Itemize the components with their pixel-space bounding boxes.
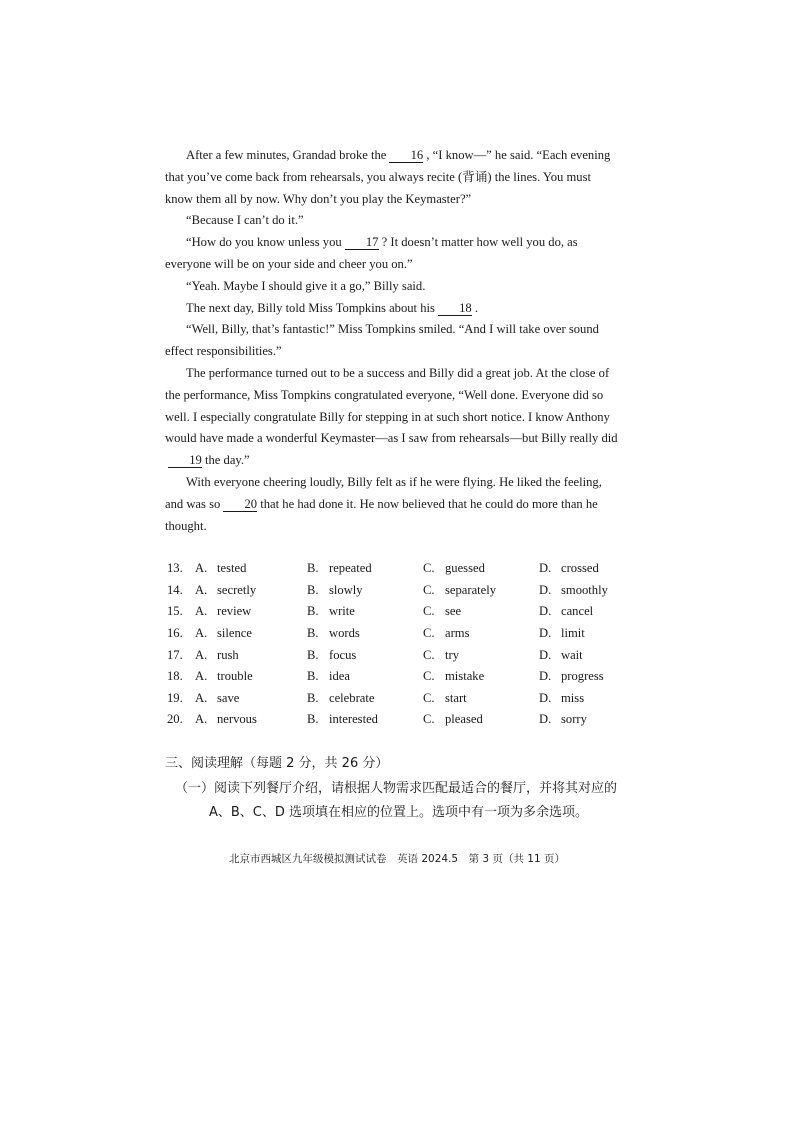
paragraph-3 xyxy=(165,232,620,276)
option-d[interactable] xyxy=(539,583,635,598)
text: “How do you know unless you xyxy=(186,235,342,250)
blank-17[interactable]: 17 xyxy=(345,235,379,250)
option-letter: A. xyxy=(195,647,208,662)
option-letter: B. xyxy=(307,582,319,597)
option-word: guessed xyxy=(445,561,485,576)
option-letter: B. xyxy=(307,561,319,576)
option-letter: C. xyxy=(423,669,435,684)
option-word: save xyxy=(217,690,240,705)
option-word: repeated xyxy=(329,561,372,576)
blank-16[interactable]: 16 xyxy=(389,148,423,163)
option-a[interactable] xyxy=(195,648,307,663)
option-row xyxy=(167,601,637,623)
option-word: nervous xyxy=(217,712,257,727)
question-number: 15. xyxy=(167,604,183,619)
option-letter: A. xyxy=(195,690,208,705)
option-word: sorry xyxy=(561,712,587,727)
option-word: start xyxy=(445,690,467,705)
option-c[interactable] xyxy=(423,561,539,576)
blank-18[interactable]: 18 xyxy=(438,301,472,316)
option-row xyxy=(167,580,637,602)
option-row xyxy=(167,644,637,666)
paragraph-6: “Well, Billy, that’s fantastic!” Miss Tompkins smiled. “And I will take over sound effect responsibilities.” xyxy=(165,322,599,359)
option-letter: C. xyxy=(423,582,435,597)
option-word: separately xyxy=(445,582,497,597)
option-letter: B. xyxy=(307,690,319,705)
option-b[interactable] xyxy=(307,604,423,619)
option-b[interactable] xyxy=(307,691,423,706)
option-c[interactable] xyxy=(423,712,539,727)
option-letter: A. xyxy=(195,561,208,576)
option-row xyxy=(167,666,637,688)
option-word: crossed xyxy=(561,561,599,576)
option-word: rush xyxy=(217,647,239,662)
option-letter: C. xyxy=(423,626,435,641)
option-word: try xyxy=(445,647,459,662)
option-letter: A. xyxy=(195,626,208,641)
option-letter: D. xyxy=(539,561,552,576)
option-letter: A. xyxy=(195,582,208,597)
option-b[interactable] xyxy=(307,712,423,727)
option-word: pleased xyxy=(445,712,483,727)
option-d[interactable] xyxy=(539,604,635,619)
option-d[interactable] xyxy=(539,648,635,663)
blank-20[interactable]: 20 xyxy=(223,497,257,512)
option-word: mistake xyxy=(445,669,485,684)
option-word: slowly xyxy=(329,582,363,597)
text: ? It doesn’t matter how well you do, as everyone will be on your side and cheer you on.” xyxy=(165,235,578,271)
option-word: trouble xyxy=(217,669,253,684)
option-letter: A. xyxy=(195,669,208,684)
option-letter: B. xyxy=(307,712,319,727)
option-d[interactable] xyxy=(539,691,635,706)
option-letter: B. xyxy=(307,647,319,662)
option-a[interactable] xyxy=(195,604,307,619)
option-letter: C. xyxy=(423,604,435,619)
question-number: 19. xyxy=(167,690,183,705)
option-word: interested xyxy=(329,712,378,727)
paragraph-5 xyxy=(165,298,620,320)
option-word: focus xyxy=(329,647,357,662)
option-word: limit xyxy=(561,626,585,641)
option-word: wait xyxy=(561,647,583,662)
option-letter: C. xyxy=(423,690,435,705)
option-letter: D. xyxy=(539,626,552,641)
option-a[interactable] xyxy=(195,626,307,641)
option-letter: D. xyxy=(539,647,552,662)
option-word: celebrate xyxy=(329,690,375,705)
reading-section xyxy=(165,752,635,825)
option-row xyxy=(167,709,637,731)
option-letter: A. xyxy=(195,604,208,619)
question-number: 20. xyxy=(167,712,183,727)
paragraph-7 xyxy=(165,363,620,472)
blank-19[interactable]: 19 xyxy=(168,453,202,468)
option-d[interactable] xyxy=(539,561,635,576)
question-number: 18. xyxy=(167,669,183,684)
option-word: see xyxy=(445,604,462,619)
option-a[interactable] xyxy=(195,712,307,727)
question-number: 16. xyxy=(167,626,183,641)
option-letter: A. xyxy=(195,712,208,727)
text: With everyone cheering loudly, Billy felt as if he were flying. He liked the feeling, and was so xyxy=(165,474,602,511)
option-a[interactable] xyxy=(195,669,307,684)
option-letter: C. xyxy=(423,561,435,576)
option-word: silence xyxy=(217,626,252,641)
option-row xyxy=(167,623,637,645)
option-letter: C. xyxy=(423,712,435,727)
option-word: write xyxy=(329,604,355,619)
question-number: 14. xyxy=(167,582,183,597)
option-letter: D. xyxy=(539,582,552,597)
text: the day.” xyxy=(205,453,250,468)
cloze-passage xyxy=(165,145,620,537)
option-word: progress xyxy=(561,669,604,684)
option-letter: D. xyxy=(539,604,552,619)
paragraph-2: “Because I can’t do it.” xyxy=(186,213,304,228)
paragraph-1 xyxy=(165,145,620,210)
section-instruction: （一）阅读下列餐厅介绍，请根据人物需求匹配最适合的餐厅，并将其对应的 A、B、C、D 选项填在相应的位置上。选项中有一项为多余选项。 xyxy=(175,781,618,820)
paragraph-8 xyxy=(165,472,620,537)
option-d[interactable] xyxy=(539,626,635,641)
option-d[interactable] xyxy=(539,712,635,727)
option-b[interactable] xyxy=(307,648,423,663)
option-c[interactable] xyxy=(423,648,539,663)
option-row xyxy=(167,558,637,580)
text: After a few minutes, Grandad broke the xyxy=(186,148,387,162)
option-c[interactable] xyxy=(423,691,539,706)
question-number: 17. xyxy=(167,647,183,662)
option-b[interactable] xyxy=(307,561,423,576)
option-b[interactable] xyxy=(307,583,423,598)
option-letter: C. xyxy=(423,647,435,662)
option-word: smoothly xyxy=(561,582,608,597)
option-b[interactable] xyxy=(307,626,423,641)
option-word: arms xyxy=(445,626,470,641)
option-d[interactable] xyxy=(539,669,635,684)
option-letter: D. xyxy=(539,712,552,727)
answer-options xyxy=(167,558,637,731)
option-a[interactable] xyxy=(195,691,307,706)
option-a[interactable] xyxy=(195,583,307,598)
option-b[interactable] xyxy=(307,669,423,684)
option-letter: B. xyxy=(307,626,319,641)
option-word: cancel xyxy=(561,604,594,619)
option-word: miss xyxy=(561,690,585,705)
option-c[interactable] xyxy=(423,583,539,598)
page-footer: 北京市西城区九年级模拟测试试卷 英语 2024.5 第 3 页（共 11 页） xyxy=(229,853,565,865)
option-row xyxy=(167,688,637,710)
option-c[interactable] xyxy=(423,626,539,641)
option-letter: B. xyxy=(307,669,319,684)
option-letter: D. xyxy=(539,690,552,705)
option-a[interactable] xyxy=(195,561,307,576)
text: , “I know—” he said. “Each evening that you’ve come back from rehearsals, you always recite (背诵) the lines. You must know them all by now. Why don’t you play the Keymaster?” xyxy=(165,148,611,206)
text: The next day, Billy told Miss Tompkins about his xyxy=(186,300,435,315)
option-c[interactable] xyxy=(423,669,539,684)
text: . xyxy=(474,300,479,315)
option-word: words xyxy=(329,626,360,641)
option-word: secretly xyxy=(217,582,257,597)
option-c[interactable] xyxy=(423,604,539,619)
text: The performance turned out to be a success and Billy did a great job. At the close of the performance, Miss Tompkins congratulated everyone, “Well done. Everyone did so well. I especially congratulate Billy for stepping in at such short notice. I know Anthony would have made a wonderful Keymaster—as I saw from rehearsals—but Billy really did xyxy=(165,365,618,446)
section-title: 三、阅读理解（每题 2 分，共 26 分） xyxy=(165,756,389,771)
option-word: review xyxy=(217,604,252,619)
paragraph-4: “Yeah. Maybe I should give it a go,” Billy said. xyxy=(186,278,426,293)
option-word: idea xyxy=(329,669,350,684)
option-word: tested xyxy=(217,561,247,576)
option-letter: B. xyxy=(307,604,319,619)
text: that he had done it. He now believed that he could do more than he thought. xyxy=(165,496,598,533)
question-number: 13. xyxy=(167,561,183,576)
option-letter: D. xyxy=(539,669,552,684)
